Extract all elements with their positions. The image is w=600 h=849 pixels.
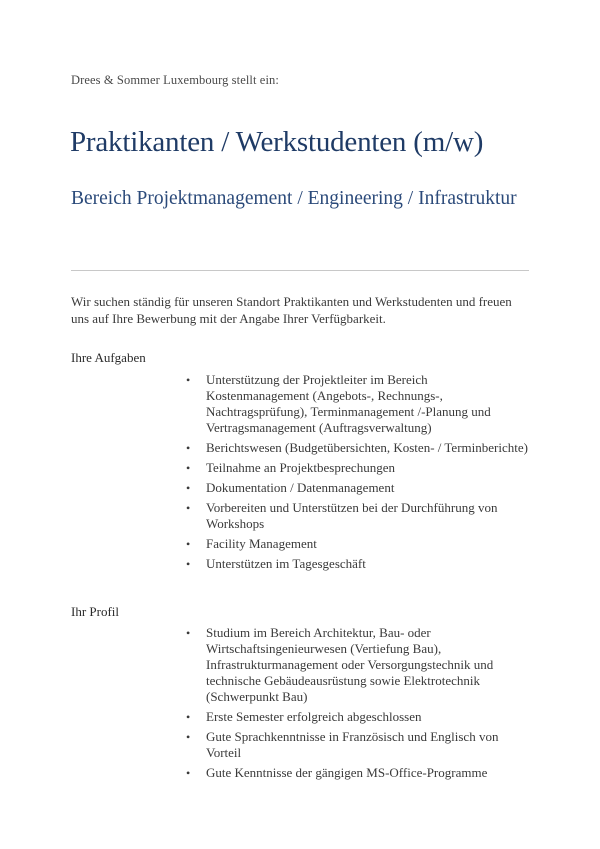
list-item: [186, 372, 531, 436]
section-heading-profil: Ihr Profil: [71, 604, 120, 619]
list-item: [186, 460, 531, 476]
bullet-icon: •: [186, 373, 191, 387]
list-item: [186, 500, 531, 532]
profil-list: [186, 625, 531, 785]
list-item-text: Studium im Bereich Architektur, Bau- oder Wirtschaftsingenieurwesen (Vertiefung Bau), Infrastrukturmanagement oder Versorgungstechnik und technische Gebäudeausrüstung sowie Elektrotechnik (Schwerpunkt Bau): [206, 625, 494, 704]
list-item: [186, 480, 531, 496]
list-item: [186, 440, 531, 456]
bullet-icon: •: [186, 730, 191, 744]
list-item-text: Gute Sprachkenntnisse in Französisch und Englisch von Vorteil: [206, 729, 499, 760]
list-item-text: Teilnahme an Projektbesprechungen: [206, 460, 395, 475]
bullet-icon: •: [186, 766, 191, 780]
divider-line: [71, 270, 529, 271]
list-item: [186, 765, 531, 781]
job-title: Praktikanten / Werkstudenten (m/w): [70, 126, 484, 158]
bullet-icon: •: [186, 441, 191, 455]
list-item-text: Berichtswesen (Budgetübersichten, Kosten- / Terminberichte): [206, 440, 528, 455]
intro-paragraph: Wir suchen ständig für unseren Standort Praktikanten und Werkstudenten und freuen uns auf Ihre Bewerbung mit der Angabe Ihrer Verfügbarkeit.: [71, 294, 512, 326]
bullet-icon: •: [186, 537, 191, 551]
list-item-text: Unterstützen im Tagesgeschäft: [206, 556, 366, 571]
list-item: [186, 625, 531, 705]
list-item-text: Dokumentation / Datenmanagement: [206, 480, 395, 495]
list-item: [186, 709, 531, 725]
list-item-text: Facility Management: [206, 536, 317, 551]
bullet-icon: •: [186, 557, 191, 571]
bullet-icon: •: [186, 461, 191, 475]
list-item-text: Vorbereiten und Unterstützen bei der Durchführung von Workshops: [206, 500, 498, 531]
list-item-text: Erste Semester erfolgreich abgeschlossen: [206, 709, 422, 724]
intro-line: Drees & Sommer Luxembourg stellt ein:: [71, 73, 279, 87]
job-subtitle: Bereich Projektmanagement / Engineering / Infrastruktur: [71, 188, 517, 209]
list-item-text: Unterstützung der Projektleiter im Bereich Kostenmanagement (Angebots-, Rechnungs-, Nachtragsprüfung), Terminmanagement /-Planung und Vertragsmanagement (Auftragsverwaltung): [206, 372, 491, 435]
list-item-text: Gute Kenntnisse der gängigen MS-Office-Programme: [206, 765, 488, 780]
list-item: [186, 556, 531, 572]
aufgaben-list: [186, 372, 531, 576]
list-item: [186, 729, 531, 761]
bullet-icon: •: [186, 501, 191, 515]
list-item: [186, 536, 531, 552]
bullet-icon: •: [186, 481, 191, 495]
section-heading-aufgaben: Ihre Aufgaben: [71, 350, 146, 365]
bullet-icon: •: [186, 710, 191, 724]
bullet-icon: •: [186, 626, 191, 640]
